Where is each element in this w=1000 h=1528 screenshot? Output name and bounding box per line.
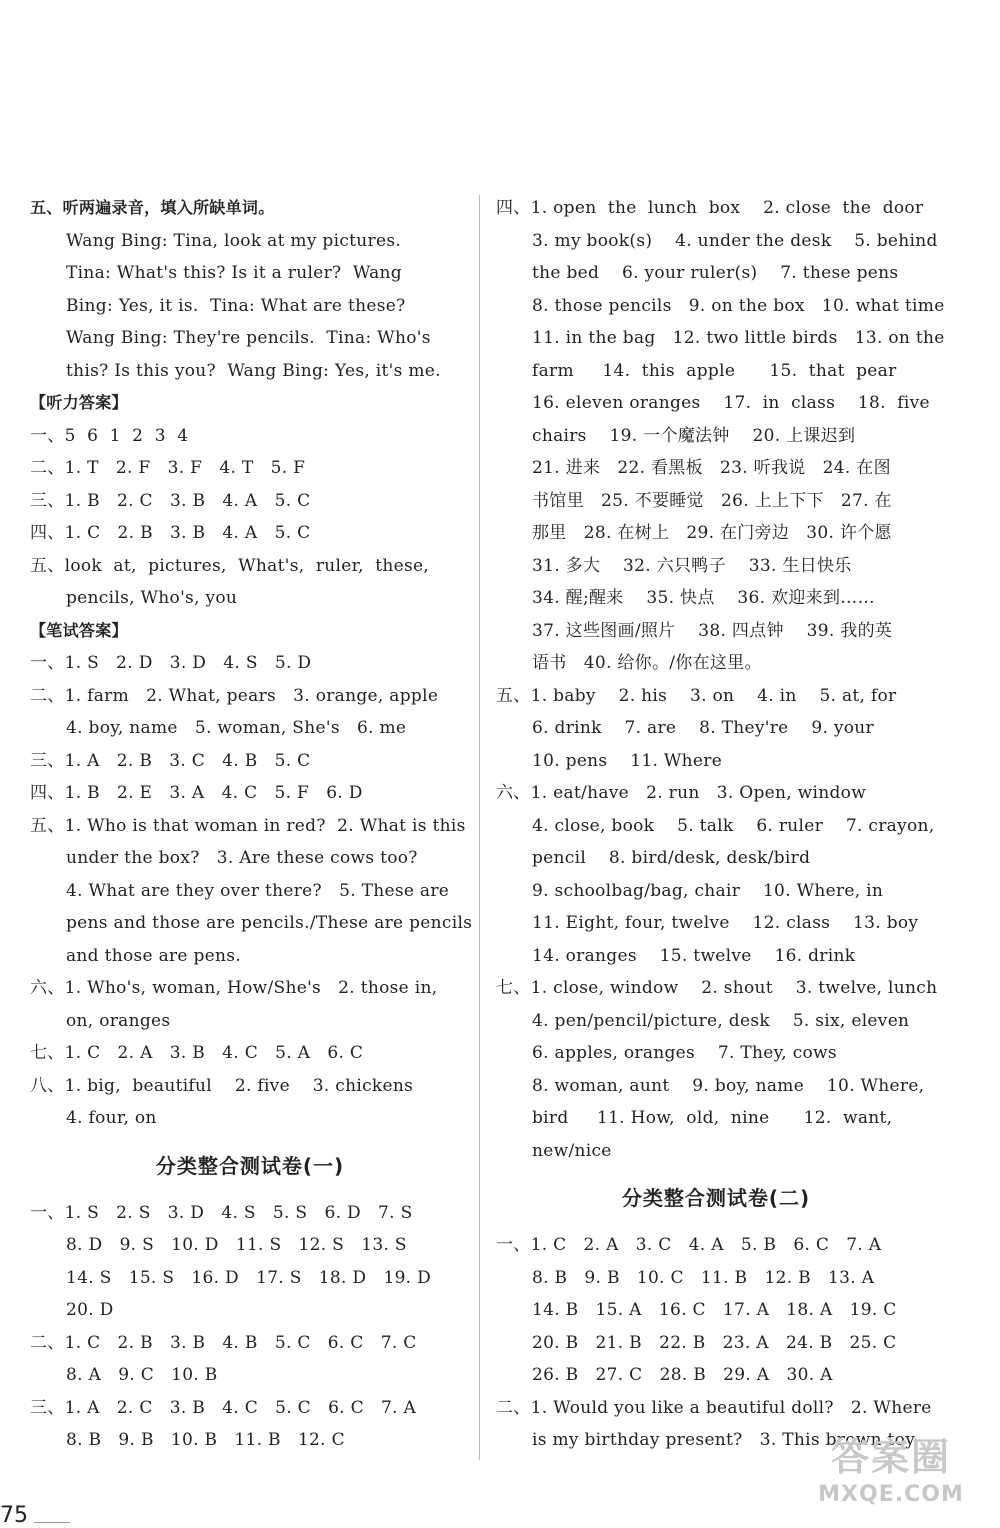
answer-line: 20. D bbox=[66, 1300, 114, 1320]
answer-line: 37. 这些图画/照片 38. 四点钟 39. 我的英 bbox=[532, 620, 893, 641]
answer-line: 一、1. C 2. A 3. C 4. A 5. B 6. C 7. A bbox=[496, 1235, 882, 1255]
answer-line: Wang Bing: They're pencils. Tina: Who's bbox=[66, 328, 431, 348]
answer-line: 二、1. farm 2. What, pears 3. orange, apple bbox=[30, 685, 439, 706]
answer-line: 3. my book(s) 4. under the desk 5. behind bbox=[532, 230, 938, 251]
right-column bbox=[496, 192, 945, 1457]
left-column bbox=[30, 192, 473, 1457]
section-title: 分类整合测试卷(一) bbox=[155, 1153, 345, 1178]
column-divider bbox=[479, 195, 480, 1460]
answer-line: 七、1. C 2. A 3. B 4. C 5. A 6. C bbox=[30, 1043, 364, 1063]
answer-line: 六、1. eat/have 2. run 3. Open, window bbox=[496, 783, 867, 803]
section-heading: 五、听两遍录音，填入所缺单词。 bbox=[30, 198, 275, 217]
answer-line: on, oranges bbox=[66, 1010, 171, 1031]
answer-line: pencils, Who's, you bbox=[66, 588, 238, 608]
answer-line: 书馆里 25. 不要睡觉 26. 上上下下 27. 在 bbox=[532, 490, 892, 511]
page-number: 75 bbox=[0, 1503, 28, 1528]
answer-line: 五、1. baby 2. his 3. on 4. in 5. at, for bbox=[496, 685, 897, 706]
answer-line: 语书 40. 给你。/你在这里。 bbox=[532, 653, 762, 673]
answer-line: 二、1. T 2. F 3. F 4. T 5. F bbox=[30, 458, 306, 478]
answer-line: 那里 28. 在树上 29. 在门旁边 30. 许个愿 bbox=[532, 523, 892, 543]
answer-line: 21. 进来 22. 看黑板 23. 听我说 24. 在图 bbox=[532, 458, 891, 478]
answer-line: 10. pens 11. Where bbox=[532, 750, 723, 771]
answer-line: and those are pens. bbox=[66, 945, 242, 966]
answer-line: 三、1. B 2. C 3. B 4. A 5. C bbox=[30, 490, 311, 511]
answer-line: 一、1. S 2. S 3. D 4. S 5. S 6. D 7. S bbox=[30, 1202, 413, 1223]
answer-line: 11. Eight, four, twelve 12. class 13. boy bbox=[532, 913, 919, 933]
section-heading: 【笔试答案】 bbox=[30, 620, 128, 640]
watermark-main: 答案圈 bbox=[830, 1435, 951, 1479]
answer-line: 8. those pencils 9. on the box 10. what time bbox=[532, 295, 945, 316]
answer-line: farm 14. this apple 15. that pear bbox=[532, 360, 897, 381]
answer-line: 16. eleven oranges 17. in class 18. five bbox=[532, 393, 930, 413]
answer-line: 五、1. Who is that woman in red? 2. What is this bbox=[30, 815, 466, 836]
answer-line: pencil 8. bird/desk, desk/bird bbox=[532, 848, 811, 868]
answer-line: 4. pen/pencil/picture, desk 5. six, eleven bbox=[532, 1010, 910, 1031]
answer-line: 4. boy, name 5. woman, She's 6. me bbox=[66, 718, 407, 738]
answer-line: 四、1. C 2. B 3. B 4. A 5. C bbox=[30, 523, 311, 543]
answer-line: 31. 多大 32. 六只鸭子 33. 生日快乐 bbox=[532, 555, 852, 576]
answer-line: 四、1. open the lunch box 2. close the door bbox=[496, 198, 924, 218]
answer-line: 8. B 9. B 10. B 11. B 12. C bbox=[66, 1430, 345, 1450]
answer-line: Wang Bing: Tina, look at my pictures. bbox=[66, 230, 402, 251]
watermark-logo bbox=[796, 1432, 986, 1522]
answer-line: is my birthday present? 3. This brown toy bbox=[532, 1430, 916, 1450]
answer-line: 26. B 27. C 28. B 29. A 30. A bbox=[532, 1365, 833, 1385]
answer-line: 6. apples, oranges 7. They, cows bbox=[532, 1043, 837, 1063]
answer-line: 8. woman, aunt 9. boy, name 10. Where, bbox=[532, 1075, 925, 1096]
answer-line: 六、1. Who's, woman, How/She's 2. those in, bbox=[30, 978, 438, 998]
answer-line: 二、1. Would you like a beautiful doll? 2. Where bbox=[496, 1397, 932, 1418]
answer-line: 八、1. big, beautiful 2. five 3. chickens bbox=[30, 1075, 414, 1096]
watermark-site: MXQE.COM bbox=[818, 1482, 964, 1507]
answer-line: 一、1. S 2. D 3. D 4. S 5. D bbox=[30, 653, 312, 673]
answer-line: 14. S 15. S 16. D 17. S 18. D 19. D bbox=[66, 1267, 432, 1288]
answer-line: pens and those are pencils./These are pencils bbox=[66, 913, 473, 933]
answer-line: 一、5 6 1 2 3 4 bbox=[30, 425, 189, 446]
answer-line: 二、1. C 2. B 3. B 4. B 5. C 6. C 7. C bbox=[30, 1332, 417, 1353]
answer-line: Bing: Yes, it is. Tina: What are these? bbox=[66, 295, 406, 316]
answer-line: new/nice bbox=[532, 1140, 612, 1161]
answer-line: bird 11. How, old, nine 12. want, bbox=[532, 1108, 893, 1128]
answer-line: 20. B 21. B 22. B 23. A 24. B 25. C bbox=[532, 1332, 897, 1353]
answer-line: 14. B 15. A 16. C 17. A 18. A 19. C bbox=[532, 1300, 897, 1320]
answer-line: 8. B 9. B 10. C 11. B 12. B 13. A bbox=[532, 1267, 875, 1288]
section-title: 分类整合测试卷(二) bbox=[621, 1186, 811, 1210]
answer-line: 14. oranges 15. twelve 16. drink bbox=[532, 945, 856, 966]
answer-line: 4. close, book 5. talk 6. ruler 7. crayon, bbox=[532, 815, 935, 836]
answer-line: the bed 6. your ruler(s) 7. these pens bbox=[532, 263, 899, 283]
answer-line: 11. in the bag 12. two little birds 13. on the bbox=[532, 328, 945, 348]
answer-line: 9. schoolbag/bag, chair 10. Where, in bbox=[532, 880, 884, 901]
answer-line: 三、1. A 2. B 3. C 4. B 5. C bbox=[30, 750, 311, 771]
answer-line: chairs 19. 一个魔法钟 20. 上课迟到 bbox=[532, 425, 856, 446]
answer-line: this? Is this you? Wang Bing: Yes, it's me. bbox=[66, 360, 441, 381]
answer-line: 4. four, on bbox=[66, 1108, 157, 1128]
answer-line: Tina: What's this? Is it a ruler? Wang bbox=[66, 263, 402, 283]
answer-line: 四、1. B 2. E 3. A 4. C 5. F 6. D bbox=[30, 783, 363, 803]
answer-line: 6. drink 7. are 8. They're 9. your bbox=[532, 718, 874, 738]
answer-line: 8. D 9. S 10. D 11. S 12. S 13. S bbox=[66, 1235, 407, 1255]
answer-line: under the box? 3. Are these cows too? bbox=[66, 848, 418, 868]
section-heading: 【听力答案】 bbox=[30, 393, 128, 412]
answer-line: 4. What are they over there? 5. These are bbox=[66, 880, 450, 901]
answer-line: 8. A 9. C 10. B bbox=[66, 1365, 218, 1385]
answer-line: 三、1. A 2. C 3. B 4. C 5. C 6. C 7. A bbox=[30, 1397, 417, 1418]
answer-line: 七、1. close, window 2. shout 3. twelve, lunch bbox=[496, 978, 938, 998]
answer-line: 五、look at, pictures, What's, ruler, these, bbox=[30, 555, 430, 576]
page-number-rule bbox=[34, 1522, 70, 1523]
answer-line: 34. 醒;醒来 35. 快点 36. 欢迎来到…… bbox=[532, 588, 875, 608]
